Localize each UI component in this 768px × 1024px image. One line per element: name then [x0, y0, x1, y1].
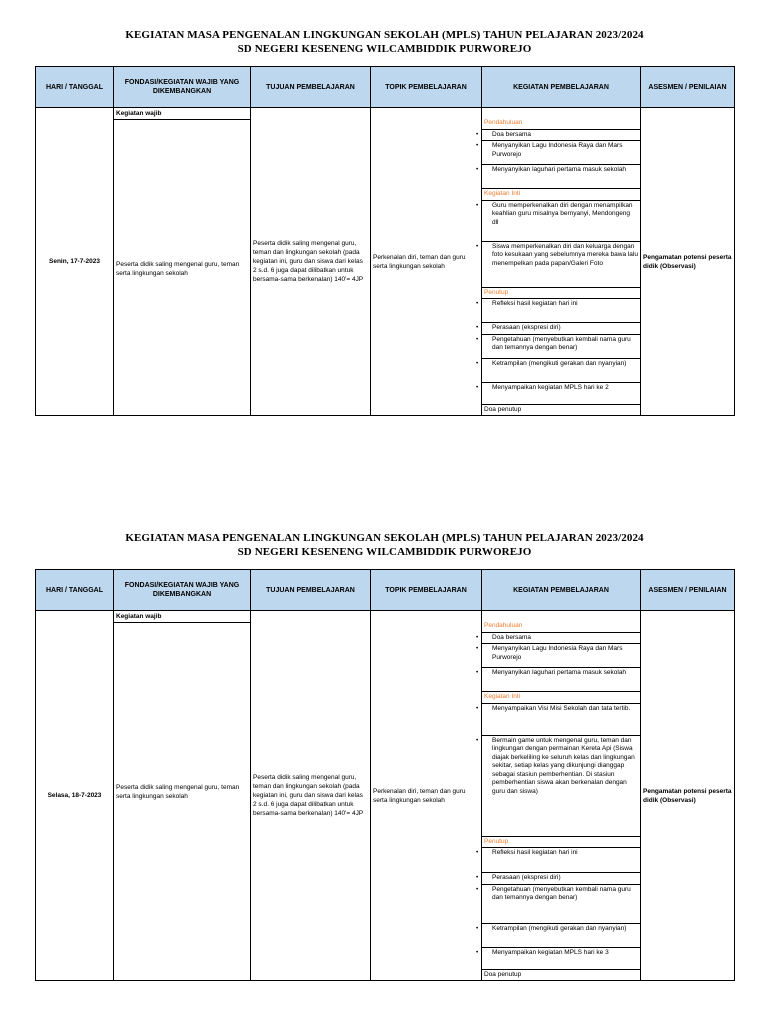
- asesmen-cell: Pengamatan potensi peserta didik (Observasi): [641, 611, 735, 981]
- activity-row: [482, 118, 640, 129]
- header-tujuan: TUJUAN PEMBELAJARAN: [251, 67, 371, 108]
- asesmen-cell: Pengamatan potensi peserta didik (Observasi): [641, 108, 735, 416]
- activity-row: [482, 200, 640, 241]
- activity-section-heading: Pendahuluan: [482, 621, 640, 632]
- activity-item: • Ketrampilan (mengikuti gerakan dan nyanyian): [482, 923, 640, 947]
- fondasi-text: Peserta didik saling mengenal guru, teman serta lingkungan sekolah: [116, 784, 240, 800]
- page-section-1: [35, 28, 734, 416]
- activity-item: • Pengetahuan (menyebutkan kembali nama guru dan temannya dengan benar): [482, 334, 640, 358]
- activity-row: [482, 241, 640, 287]
- activity-row: [482, 692, 640, 704]
- activity-row: [482, 836, 640, 848]
- fondasi-cell: [114, 108, 251, 416]
- topik-cell: Perkenalan diri, teman dan guru serta lingkungan sekolah: [371, 108, 482, 416]
- table-header-row: [36, 570, 735, 611]
- table-row: [36, 108, 735, 416]
- header-topik: TOPIK PEMBELAJARAN: [371, 67, 482, 108]
- activity-item: • Menyampaikan kegiatan MPLS hari ke 2: [482, 382, 640, 404]
- activity-section-heading: Penutup: [482, 287, 640, 299]
- kegiatan-cell: [482, 611, 641, 981]
- header-kegiatan: KEGIATAN PEMBELAJARAN: [482, 67, 641, 108]
- header-tujuan: TUJUAN PEMBELAJARAN: [251, 570, 371, 611]
- fondasi-cell: [114, 611, 251, 981]
- activity-item: • Doa bersama: [482, 129, 640, 141]
- activity-row: [482, 703, 640, 735]
- kegiatan-list: [482, 621, 640, 980]
- activity-item: • Menyanyikan laguhari pertama masuk sekolah: [482, 668, 640, 692]
- header-fondasi: FONDASI/KEGIATAN WAJIB YANG DIKEMBANGKAN: [114, 570, 251, 611]
- header-asesmen: ASESMEN / PENILAIAN: [641, 570, 735, 611]
- activity-row: [482, 969, 640, 980]
- activity-item: • Siswa memperkenalkan diri dan keluarga dengan foto kesukaan yang sebelumnya mereka bawa lalu menempelkan pada papan/Galeri Foto: [482, 241, 640, 287]
- activity-section-heading: Penutup: [482, 836, 640, 848]
- activity-item: • Guru memperkenalkan diri dengan menampilkan keahlian guru misalnya bernyanyi, Mendongeng dll: [482, 200, 640, 241]
- page-section-2: [35, 531, 734, 981]
- activity-row: [482, 334, 640, 358]
- activity-row: [482, 621, 640, 632]
- activity-row: [482, 873, 640, 885]
- activity-item: • Menyampaikan kegiatan MPLS hari ke 3: [482, 947, 640, 969]
- table-header-row: [36, 67, 735, 108]
- kegiatan-cell: [482, 108, 641, 416]
- header-asesmen: ASESMEN / PENILAIAN: [641, 67, 735, 108]
- activity-row: [482, 735, 640, 836]
- activity-section-heading: Pendahuluan: [482, 118, 640, 129]
- activity-item: • Menyampaikan Visi Misi Sekolah dan tata tertib.: [482, 703, 640, 735]
- activity-row: [482, 923, 640, 947]
- activity-row: [482, 644, 640, 668]
- activity-row: [482, 947, 640, 969]
- fondasi-text: Peserta didik saling mengenal guru, teman serta lingkungan sekolah: [116, 261, 240, 277]
- activity-row: [482, 358, 640, 382]
- activity-item: • Doa bersama: [482, 632, 640, 644]
- mpls-table: [35, 569, 735, 981]
- tujuan-cell: Peserta didik saling mengenal guru, teman dan lingkungan sekolah (pada kegiatan ini, guru dan siswa dari kelas 2 s.d. 6 juga dapat dilibatkan untuk bersama-sama berkenalan) 140'= 4JP: [251, 108, 371, 416]
- activity-row: [482, 165, 640, 189]
- activity-row: [482, 884, 640, 923]
- activity-item: Doa penutup: [484, 970, 522, 978]
- day-cell: Senin, 17-7-2023: [36, 108, 114, 416]
- header-kegiatan: KEGIATAN PEMBELAJARAN: [482, 570, 641, 611]
- day-cell: Selasa, 18-7-2023: [36, 611, 114, 981]
- activity-item: • Bermain game untuk mengenal guru, teman dan lingkungan dengan permainan Kereta Api (Siswa diajak berkeliling ke seluruh kelas dan lingkungan sekitar, setiap kelas yang dikunjungi dianggap sebagai stasiun pemberhentian. Di stasiun pemberhentian siswa akan berkenalan dengan guru dan siswa): [482, 735, 640, 836]
- activity-row: [482, 129, 640, 141]
- activity-row: [482, 189, 640, 201]
- activity-row: [482, 632, 640, 644]
- header-topik: TOPIK PEMBELAJARAN: [371, 570, 482, 611]
- activity-row: [482, 141, 640, 165]
- header-hari: HARI / TANGGAL: [36, 570, 114, 611]
- header-hari: HARI / TANGGAL: [36, 67, 114, 108]
- tujuan-cell: Peserta didik saling mengenal guru, teman dan lingkungan sekolah (pada kegiatan ini, guru dan siswa dari kelas 2 s.d. 6 juga dapat dilibatkan untuk bersama-sama berkenalan) 140'= 4JP: [251, 611, 371, 981]
- header-fondasi: FONDASI/KEGIATAN WAJIB YANG DIKEMBANGKAN: [114, 67, 251, 108]
- doc-subtitle: SD NEGERI KESENENG WILCAMBIDDIK PURWOREJO: [237, 546, 532, 558]
- topik-cell: Perkenalan diri, teman dan guru serta lingkungan sekolah: [371, 611, 482, 981]
- kegiatan-list: [482, 118, 640, 415]
- activity-row: [482, 382, 640, 404]
- activity-item: • Ketrampilan (mengikuti gerakan dan nyanyian): [482, 358, 640, 382]
- mpls-table: [35, 66, 735, 416]
- activity-item: • Perasaan (ekspresi diri): [482, 323, 640, 335]
- activity-row: [482, 287, 640, 299]
- doc-title: KEGIATAN MASA PENGENALAN LINGKUNGAN SEKOLAH (MPLS) TAHUN PELAJARAN 2023/2024: [125, 29, 644, 41]
- activity-item: • Refleksi hasil kegiatan hari ini: [482, 299, 640, 323]
- activity-item: • Perasaan (ekspresi diri): [482, 873, 640, 885]
- activity-row: [482, 848, 640, 873]
- fondasi-label: Kegiatan wajib: [114, 611, 250, 623]
- activity-item: • Menyanyikan laguhari pertama masuk sekolah: [482, 165, 640, 189]
- activity-item: Doa penutup: [484, 405, 522, 413]
- doc-subtitle: SD NEGERI KESENENG WILCAMBIDDIK PURWOREJO: [237, 43, 532, 55]
- activity-item: • Menyanyikan Lagu Indonesia Raya dan Mars Purworejo: [482, 644, 640, 668]
- activity-row: [482, 404, 640, 415]
- activity-item: • Pengetahuan (menyebutkan kembali nama guru dan temannya dengan benar): [482, 884, 640, 923]
- activity-item: • Menyanyikan Lagu Indonesia Raya dan Mars Purworejo: [482, 141, 640, 165]
- fondasi-label: Kegiatan wajib: [114, 108, 250, 120]
- activity-section-heading: Kegiatan Inti: [482, 189, 640, 201]
- table-row: [36, 611, 735, 981]
- activity-item: • Refleksi hasil kegiatan hari ini: [482, 848, 640, 873]
- activity-row: [482, 323, 640, 335]
- activity-row: [482, 668, 640, 692]
- doc-title: KEGIATAN MASA PENGENALAN LINGKUNGAN SEKOLAH (MPLS) TAHUN PELAJARAN 2023/2024: [125, 532, 644, 544]
- activity-row: [482, 299, 640, 323]
- activity-section-heading: Kegiatan Inti: [482, 692, 640, 704]
